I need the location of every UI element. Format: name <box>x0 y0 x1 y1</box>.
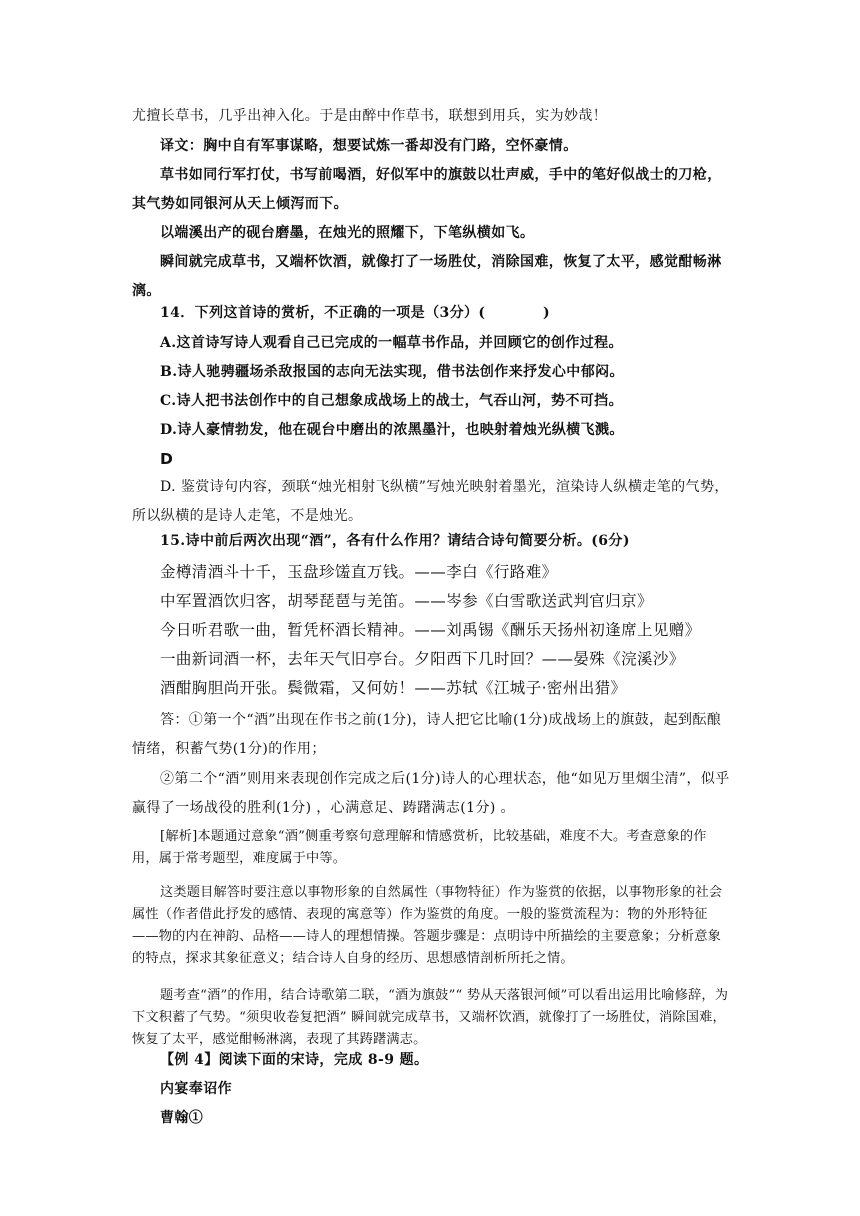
poem-title: 内宴奉诏作 <box>160 1081 232 1097</box>
option-a: A.这首诗写诗人观看自己已完成的一幅草书作品，并回顾它的创作过程。 <box>160 335 623 351</box>
analysis-paragraph: 这类题目解答时要注意以事物形象的自然属性（事物特征）作为鉴赏的依据，以事物形象的社会属性（作者借此抒发的感情、表现的寓意等）作为鉴赏的角度。一般的鉴赏流程为：物的外形特征——物的内在神韵、品格——诗人的理想情操。答题步骤是：点明诗中所描绘的主要意象；分析意象的特点，探求其象征意义；结合诗人自身的经历、思想感情剖析所托之情。 <box>132 885 723 966</box>
poem-line: 金樽清酒斗十千，玉盘珍馐直万钱。——李白《行路难》 <box>160 563 558 581</box>
example-heading: 【例 4】阅读下面的宋诗，完成 8-9 题。 <box>160 1052 429 1068</box>
answer-paragraph: 答：①第一个“酒”出现在作书之前(1分)，诗人把它比喻(1分)成战场上的旗鼓，起到酝酿情绪，积蓄气势(1分)的作用； <box>132 712 722 757</box>
analysis-paragraph: 题考查“酒”的作用，结合诗歌第二联，“酒为旗鼓”“ 势从天落银河倾”可以看出运用比喻修辞，为下文积蓄了气势。“须臾收卷复把酒” 瞬间就完成草书，又端杯饮酒，就像打了一场胜仗，消除国难，恢复了太平，感觉酣畅淋漓，表现了其踌躇满志。 <box>132 988 729 1047</box>
paragraph: 尤擅长草书，几乎出神入化。于是由醉中作草书，联想到用兵，实为妙哉！ <box>132 108 608 124</box>
translation-line: 草书如同行军打仗，书写前喝酒，好似军中的旗鼓以壮声威，手中的笔好似战士的刀枪，其气势如同银河从天上倾泻而下。 <box>132 167 722 212</box>
question-15: 15.诗中前后两次出现“酒”，各有什么作用？请结合诗句简要分析。(6分) <box>160 533 630 549</box>
translation-line: 瞬间就完成草书，又端杯饮酒，就像打了一场胜仗，消除国难，恢复了太平，感觉酣畅淋漓。 <box>132 254 722 299</box>
answer-letter: D <box>160 450 174 468</box>
option-c: C.诗人把书法创作中的自己想象成战场上的战士，气吞山河，势不可挡。 <box>160 393 623 409</box>
poem-author: 曹翰① <box>160 1110 204 1126</box>
poem-line: 今日听君歌一曲，暂凭杯酒长精神。——刘禹锡《酬乐天扬州初逢席上见赠》 <box>160 621 701 639</box>
poem-line: 中军置酒饮归客，胡琴琵琶与羌笛。——岑参《白雪歌送武判官归京》 <box>160 592 653 610</box>
translation-line: 译文：胸中自有军事谋略，想要试炼一番却没有门路，空怀豪情。 <box>160 138 578 154</box>
translation-line: 以端溪出产的砚台磨墨，在烛光的照耀下，下笔纵横如飞。 <box>160 225 535 241</box>
answer-paragraph: ②第二个“酒”则用来表现创作完成之后(1分)诗人的心理状态，他“如见万里烟尘清”，似乎赢得了一场战役的胜利(1分) ，心满意足、踌躇满志(1分) 。 <box>132 771 730 816</box>
poem-line: 一曲新词酒一杯，去年天气旧亭台。夕阳西下几时回？——晏殊《浣溪沙》 <box>160 650 685 668</box>
poem-line: 酒酣胸胆尚开张。鬓微霜，又何妨！——苏轼《江城子·密州出猎》 <box>160 679 627 697</box>
answer-explanation: D. 鉴赏诗句内容，颈联“烛光相射飞纵横”写烛光映射着墨光，渲染诗人纵横走笔的气势，所以纵横的是诗人走笔，不是烛光。 <box>132 479 729 524</box>
option-d: D.诗人豪情勃发，他在砚台中磨出的浓黑墨汁，也映射着烛光纵横飞溅。 <box>160 422 624 438</box>
option-b: B.诗人驰骋疆场杀敌报国的志向无法实现，借书法创作来抒发心中郁闷。 <box>160 364 624 380</box>
analysis-paragraph: [解析]本题通过意象“酒”侧重考察句意理解和情感赏析，比较基础，难度不大。考查意象的作用，属于常考题型，难度属于中等。 <box>132 829 707 866</box>
question-14: 14．下列这首诗的赏析，不正确的一项是（3分）( ) <box>160 305 551 321</box>
